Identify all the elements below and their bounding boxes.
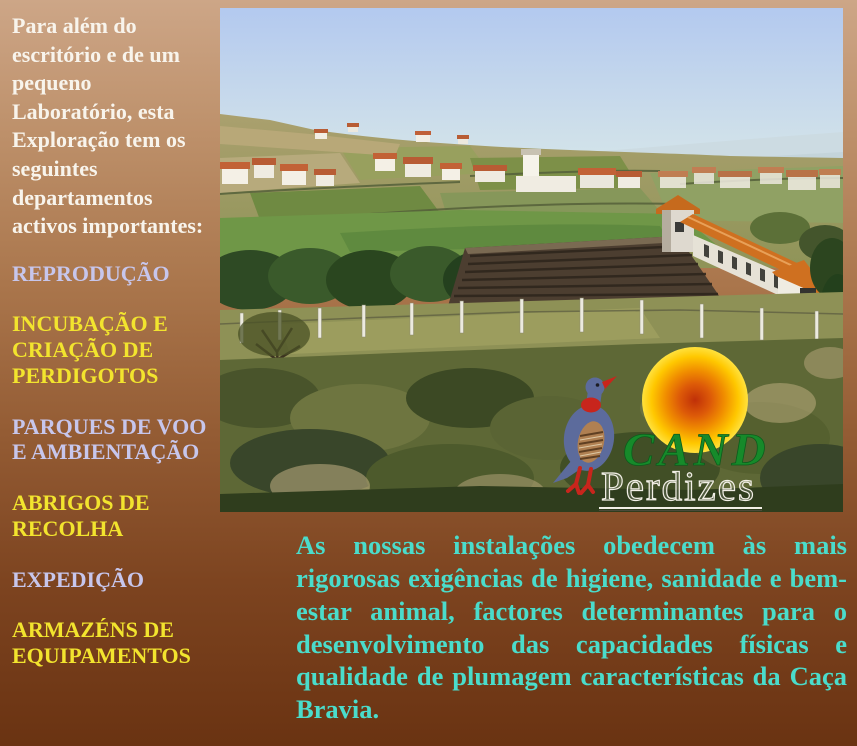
landscape-illustration [220, 8, 843, 512]
list-item-expedicao: EXPEDIÇÃO [12, 566, 145, 592]
intro-paragraph: Para além do escritório e de um pequeno Laboratório, esta Exploração tem os seguintes departamentos activos importantes: [12, 13, 204, 239]
landscape-photo [220, 8, 843, 512]
logo-sub-text: Perdizes [601, 463, 756, 509]
logo-brand-text: CAND [623, 424, 770, 476]
list-item-parques: PARQUES DE VOO E AMBIENTAÇÃO [12, 413, 207, 465]
list-item-armazens: ARMAZÉNS DE EQUIPAMENTOS [12, 617, 191, 669]
list-item-reproducao: REPRODUÇÃO [12, 260, 170, 286]
list-item-incubacao: INCUBAÇÃO E CRIAÇÃO DE PERDIGOTOS [12, 311, 168, 388]
footer-paragraph: As nossas instalações obedecem às mais rigorosas exigências de higiene, sanidade e bem-estar animal, factores determinantes para o desenvolvimento das capacidades físicas e qualidade de plumagem características da Caça Bravia. [296, 530, 847, 725]
department-list [12, 261, 213, 669]
sidebar [12, 12, 213, 694]
list-item-abrigos: ABRIGOS DE RECOLHA [12, 490, 150, 541]
